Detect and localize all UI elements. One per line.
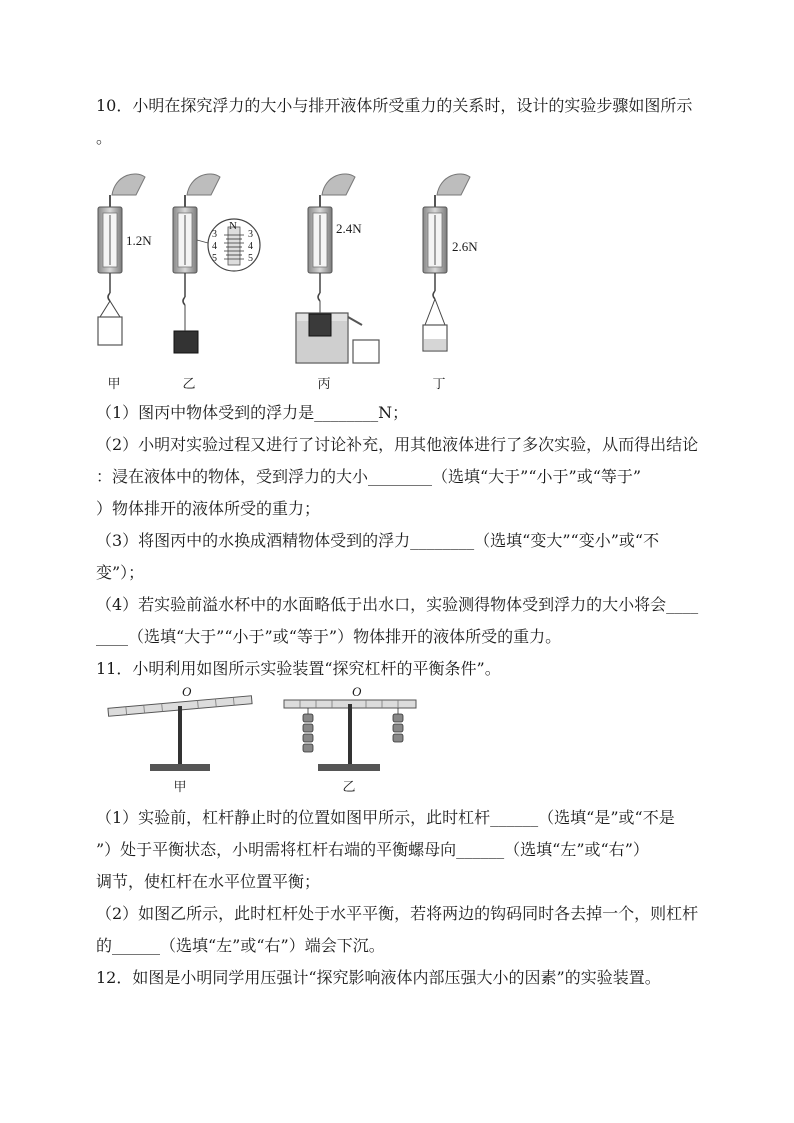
q12-stem: 12．如图是小明同学用压强计“探究影响液体内部压强大小的因素”的实验装置。 — [96, 968, 661, 987]
q10-part1: （1）图丙中物体受到的浮力是________N； — [96, 403, 409, 422]
scale-bing — [296, 174, 379, 363]
scale-left-5: 5 — [212, 253, 217, 264]
q10-part3-line1: （3）将图丙中的水换成酒精物体受到的浮力________（选填“变大”“变小”或“不 — [96, 531, 660, 550]
scale-right-4: 4 — [248, 241, 253, 252]
q10-figure-svg — [90, 165, 510, 390]
hand-icon — [112, 174, 145, 195]
lever-jia — [108, 696, 252, 771]
beaker-icon — [98, 317, 122, 345]
q11-stem: 11．小明利用如图所示实验装置“探究杠杆的平衡条件”。 — [96, 659, 501, 678]
beaker-icon — [353, 340, 379, 363]
pivot-label-yi: O — [352, 684, 362, 699]
pivot-label-jia: O — [182, 684, 192, 699]
stand-icon — [178, 706, 182, 764]
q11-part1-line3: 调节，使杠杆在水平位置平衡； — [96, 872, 321, 891]
q10-stem-line2: 。 — [96, 128, 113, 147]
q10-part2-line1: （2）小明对实验过程又进行了讨论补充，用其他液体进行了多次实验，从而得出结论 — [96, 435, 699, 454]
q10-stem-line1: 10．小明在探究浮力的大小与排开液体所受重力的关系时，设计的实验步骤如图所示 — [96, 96, 693, 115]
scale-n-label: N — [229, 220, 237, 232]
caption-lever-jia: 甲 — [173, 780, 187, 795]
q11-part2-line1: （2）如图乙所示，此时杠杆处于水平平衡，若将两边的钩码同时各去掉一个，则杠杆 — [96, 904, 699, 923]
hand-icon — [187, 174, 220, 195]
cube-icon — [174, 331, 198, 353]
scale-left-4: 4 — [212, 241, 217, 252]
q10-part4-line2: ____（选填“大于”“小于”或“等于”）物体排开的液体所受的重力。 — [96, 627, 562, 646]
q10-figure — [90, 165, 510, 390]
reading-ding: 2.6N — [452, 239, 478, 254]
stand-icon — [348, 704, 352, 764]
q11-part2-line2: 的______（选填“左”或“右”）端会下沉。 — [96, 936, 385, 955]
scale-jia — [98, 174, 145, 345]
hand-icon — [322, 174, 355, 195]
q11-part1-line2: ”）处于平衡状态，小明需将杠杆右端的平衡螺母向______（选填“左”或“右”） — [96, 840, 649, 859]
scale-right-3: 3 — [248, 229, 253, 240]
scale-ding — [423, 174, 470, 351]
reading-bing: 2.4N — [336, 221, 362, 236]
lever-yi — [284, 700, 416, 771]
q10-part2-line2: ：浸在液体中的物体，受到浮力的大小________（选填“大于”“小于”或“等于” — [96, 467, 642, 486]
q10-part4-line1: （4）若实验前溢水杯中的水面略低于出水口，实验测得物体受到浮力的大小将会____ — [96, 595, 699, 614]
q10-part3-line2: 变”）； — [96, 563, 145, 582]
caption-jia: 甲 — [107, 377, 121, 392]
caption-yi: 乙 — [182, 377, 196, 392]
q11-figure-svg — [100, 684, 420, 794]
scale-right-5: 5 — [248, 253, 253, 264]
cube-icon — [309, 314, 331, 336]
q10-part2-line3: ）物体排开的液体所受的重力； — [96, 499, 321, 518]
hand-icon — [437, 174, 470, 195]
caption-lever-yi: 乙 — [342, 780, 356, 795]
reading-jia: 1.2N — [126, 233, 152, 248]
caption-ding: 丁 — [432, 377, 446, 392]
caption-bing: 丙 — [317, 377, 331, 392]
q11-figure — [100, 684, 420, 794]
scale-left-3: 3 — [212, 229, 217, 240]
weight-icon — [393, 708, 403, 742]
weight-icon — [303, 708, 313, 752]
q11-part1-line1: （1）实验前，杠杆静止时的位置如图甲所示，此时杠杆______（选填“是”或“不是 — [96, 808, 675, 827]
